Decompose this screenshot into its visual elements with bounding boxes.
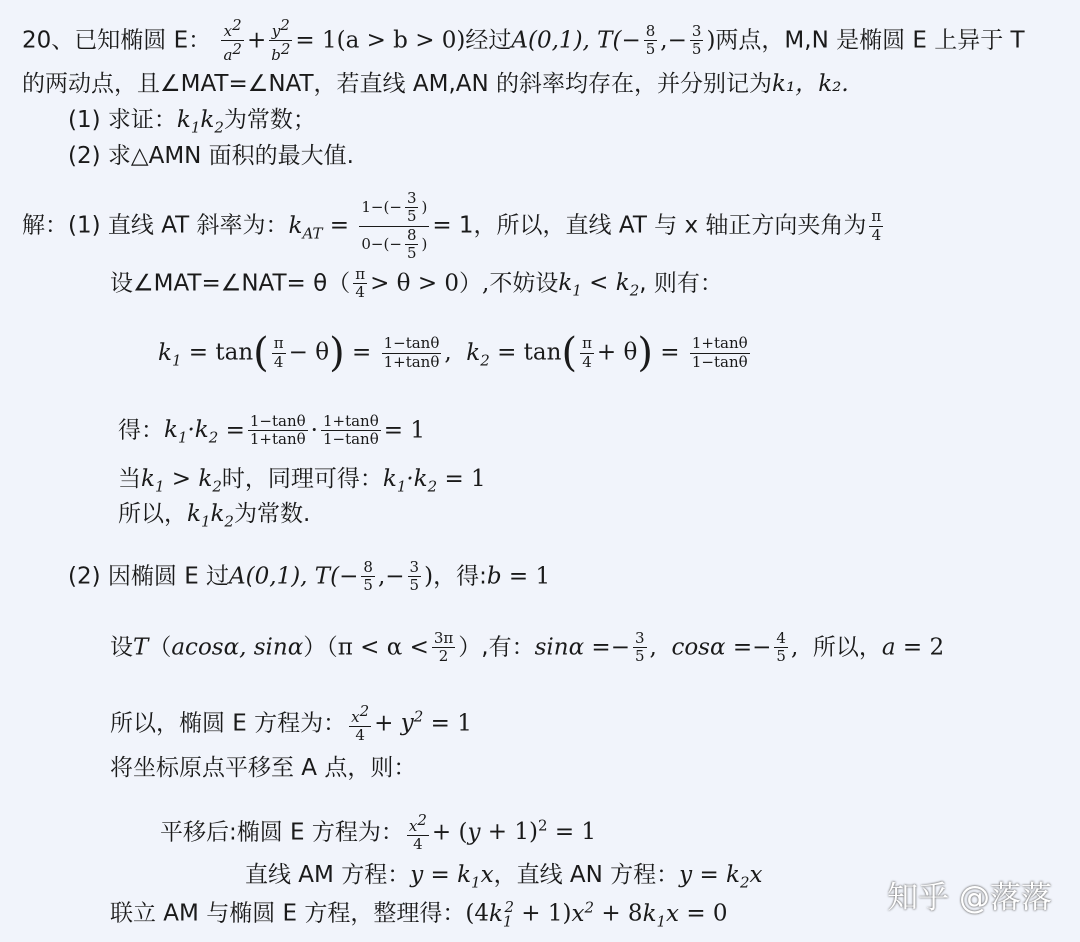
question-2: (2) 求△AMN 面积的最大值.: [68, 143, 354, 169]
solution-set-theta: 设∠MAT=∠NAT= θ（ $\frac{\pi}{4}$ > θ > 0）,不妨设$k_1 < k_2$, 则有：: [110, 265, 723, 302]
question-1: (1) 求证：$k_1k_2$为常数；: [68, 107, 316, 137]
frac-x2-a2: $\frac{x^2}{a^2}$: [223, 16, 242, 65]
solution-combine: 联立 AM 与椭圆 E 方程，整理得：$(4k_1^2 + 1)x^2 + 8k_1x = 0$: [110, 898, 728, 931]
problem-line-1: 20、已知椭圆 E： $\frac{x^2}{a^2}$ + $\frac{y^2}{b^2}$ = 1(a > b > 0)经过A(0,1), T(− $\frac{8}{5}$ ,− $\frac{3}{5}$ )两点，M,N 是椭圆 E 上异于 T: [22, 16, 1025, 65]
frac-y2-b2: $\frac{y^2}{b^2}$: [271, 16, 291, 65]
solution-ellipse-eq: 所以，椭圆 E 方程为： $\frac{x^2}{4}$ + $y^2 = 1$: [110, 702, 472, 745]
solution-k1-k2-tan: $k_1 = \tan$( $\frac{\pi}{4}$ − θ) = $\frac{1-\tan\theta}{1+\tan\theta}$ , $k_2 = \tan$( $\frac{\pi}{4}$ + θ) = $\frac{1+\tan\theta}{1-\tan\theta}$: [158, 330, 748, 376]
solution-product: 得：$k_1\cdot k_2$ = $\frac{1-\tan\theta}{1+\tan\theta}$ · $\frac{1+\tan\theta}{1-\tan\theta}$ = 1: [118, 412, 425, 449]
solution-conclusion-1: 所以，$k_1k_2$为常数.: [118, 501, 311, 531]
solution-after-translate: 平移后:椭圆 E 方程为： $\frac{x^2}{4}$ + $(y + 1)^2 = 1$: [160, 811, 597, 854]
solution-lines: 直线 AM 方程：$y = k_1x$，直线 AN 方程：$y = k_2x$: [245, 862, 763, 892]
solution-translate: 将坐标原点平移至 A 点，则：: [110, 755, 417, 781]
solution-when: 当$k_1 > k_2$时，同理可得：$k_1\cdot k_2 = 1$: [118, 466, 486, 496]
solution-part-2: (2) 因椭圆 E 过A(0,1), T(− $\frac{8}{5}$ ,− $\frac{3}{5}$ )，得:b = 1: [68, 558, 551, 595]
frac-kat: 1−(− $\frac{3}{5}$ ) 0−(− $\frac{8}{5}$ ): [361, 189, 428, 262]
solution-kat-line: 解：(1) 直线 AT 斜率为：$k_{AT}$ = 1−(− $\frac{3}{5}$ ) 0−(− $\frac{8}{5}$ ) = 1，所以，直线 AT 与 x 轴正方向夹角为 $\frac{\pi}{4}$: [22, 189, 882, 262]
solution-set-T: 设T（acosα, sinα）（π < α < $\frac{3\pi}{2}$ ）,有：sinα =− $\frac{3}{5}$ , cosα =− $\frac{4}{5}$ , 所以，a = 2: [110, 629, 945, 666]
problem-line-2: 的两动点，且∠MAT=∠NAT，若直线 AM,AN 的斜率均存在，并分别记为k₁，k₂.: [22, 71, 849, 97]
zhihu-watermark: 知乎 @落落: [887, 880, 1052, 916]
